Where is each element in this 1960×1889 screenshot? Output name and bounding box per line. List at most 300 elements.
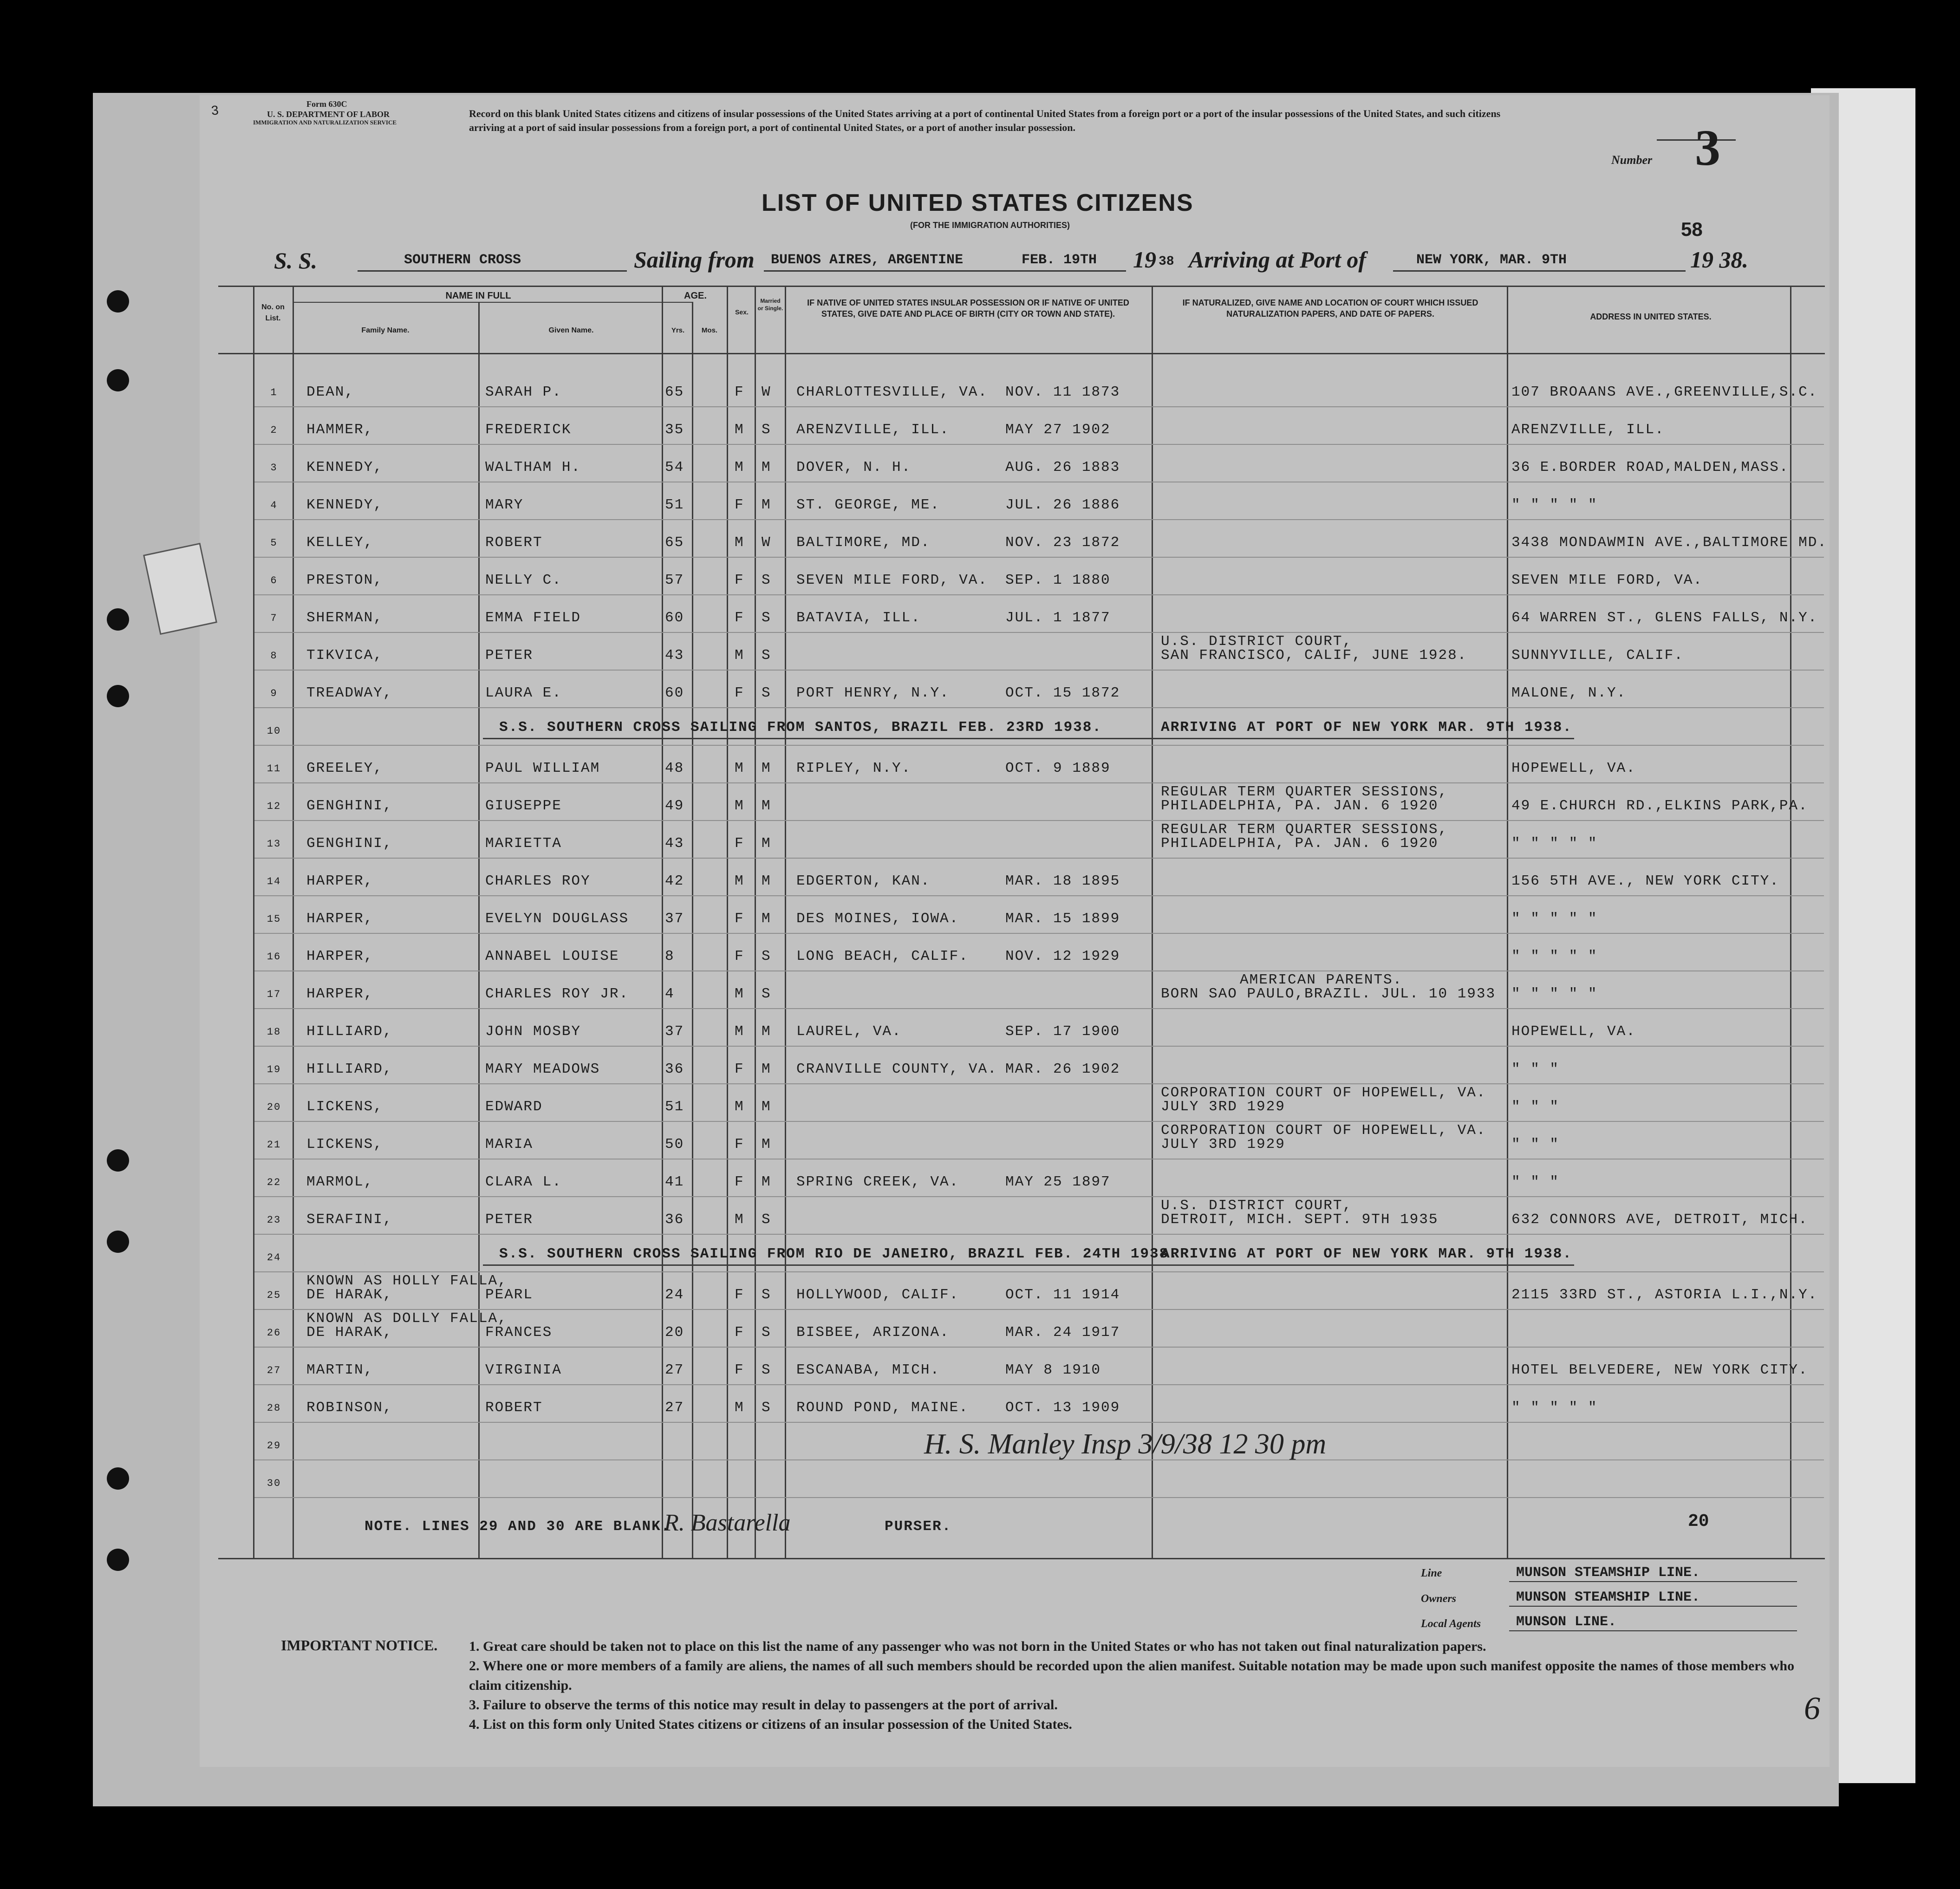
form-panel [200,95,1830,1767]
sex: M [735,1099,744,1115]
marital-status: S [762,1212,771,1228]
address: HOPEWELL, VA. [1511,760,1636,776]
address: " " " " " [1511,1400,1598,1416]
family-name: KENNEDY, [306,459,383,476]
address: 2115 33RD ST., ASTORIA L.I.,N.Y. [1511,1287,1818,1303]
marital-status: S [762,1362,771,1378]
age-years: 8 [665,948,675,964]
row-rule [254,406,1824,407]
birth-place: ROUND POND, MAINE. [796,1400,969,1416]
given-name: SARAH P. [485,384,562,400]
birth-place: BALTIMORE, MD. [796,534,931,551]
row-number: 25 [267,1290,281,1301]
birth-place: ARENZVILLE, ILL. [796,422,950,438]
naturalization-court: REGULAR TERM QUARTER SESSIONS, [1161,784,1448,800]
birth-date: JUL. 1 1877 [1005,610,1111,626]
age-years: 48 [665,760,684,776]
age-years: 4 [665,986,675,1002]
row-number: 22 [267,1177,281,1188]
given-name: PAUL WILLIAM [485,760,600,776]
row-number: 26 [267,1327,281,1339]
row-number: 27 [267,1365,281,1376]
given-name: CLARA L. [485,1174,562,1190]
marital-status: M [762,1174,771,1190]
row-rule [254,782,1824,783]
marital-status: S [762,1287,771,1303]
birth-place: CRANVILLE COUNTY, VA. [796,1061,997,1077]
sex: F [735,835,744,852]
owners-value: MUNSON STEAMSHIP LINE. [1516,1589,1700,1605]
row-number: 10 [267,725,281,737]
marital-status: W [762,534,771,551]
row-rule [254,895,1824,896]
birth-date: NOV. 12 1929 [1005,948,1120,964]
marital-status: M [762,798,771,814]
ss-label: S. S. [274,248,318,274]
address: 49 E.CHURCH RD.,ELKINS PARK,PA. [1511,798,1808,814]
age-years: 37 [665,1023,684,1040]
given-name: MARIETTA [485,835,562,852]
naturalization-date: SAN FRANCISCO, CALIF, JUNE 1928. [1161,647,1467,664]
line-value: MUNSON STEAMSHIP LINE. [1516,1565,1700,1581]
row-rule [254,1196,1824,1197]
row-number: 1 [270,387,278,398]
address: HOPEWELL, VA. [1511,1023,1636,1040]
passenger-count: 20 [1688,1511,1709,1531]
col-address: ADDRESS IN UNITED STATES. [1590,312,1712,321]
age-years: 50 [665,1136,684,1153]
sailing-date: FEB. 19TH [1022,252,1097,268]
address: 36 E.BORDER ROAD,MALDEN,MASS. [1511,459,1789,476]
age-years: 37 [665,911,684,927]
given-name: PEARL [485,1287,534,1303]
col-age: AGE. [684,291,707,301]
punch-hole [107,1467,129,1490]
address: " " " [1511,1174,1560,1190]
family-name: GENGHINI, [306,798,393,814]
owners-label: Owners [1421,1593,1457,1605]
punch-hole [107,1149,129,1172]
age-years: 54 [665,459,684,476]
row-number: 28 [267,1402,281,1414]
family-name: HILLIARD, [306,1023,393,1040]
number-label: Number [1611,153,1653,167]
arriving-label: Arriving at Port of [1189,247,1366,273]
marital-status: M [762,1061,771,1077]
birth-date: OCT. 9 1889 [1005,760,1111,776]
naturalization-date: PHILADELPHIA, PA. JAN. 6 1920 [1161,835,1439,852]
sex: F [735,610,744,626]
notice-2: 2. Where one or more members of a family are aliens, the names of all such members should be recorded upon the alien manifest. Suitable notation may be made upon such manifest opposite the names of those members who claim citizenship. [469,1658,1795,1693]
naturalization-court: AMERICAN PARENTS. [1240,972,1403,988]
sex: M [735,873,744,889]
row-number: 30 [267,1478,281,1489]
age-years: 42 [665,873,684,889]
birth-place: DOVER, N. H. [796,459,912,476]
row-number: 5 [270,537,278,549]
age-years: 51 [665,497,684,513]
row-rule [254,933,1824,934]
birth-date: MAY 25 1897 [1005,1174,1111,1190]
birth-place: SPRING CREEK, VA. [796,1174,959,1190]
row-rule [254,1008,1824,1009]
naturalization-court: U.S. DISTRICT COURT, [1161,633,1353,650]
address: " " " [1511,1061,1560,1077]
given-name: PETER [485,1212,534,1228]
address: " " " " " [1511,911,1598,927]
row-rule [254,1422,1824,1423]
row-rule [254,557,1824,558]
age-years: 49 [665,798,684,814]
birth-date: JUL. 26 1886 [1005,497,1120,513]
address: " " " " " [1511,986,1598,1002]
address: MALONE, N.Y. [1511,685,1627,701]
row-rule [254,1234,1824,1235]
row-rule [254,1271,1824,1272]
given-name: MARY MEADOWS [485,1061,600,1077]
family-name: KENNEDY, [306,497,383,513]
given-name: EMMA FIELD [485,610,581,626]
arrival-year: 19 38. [1690,247,1748,273]
row-rule [254,707,1824,708]
birth-date: OCT. 15 1872 [1005,685,1120,701]
sex: M [735,534,744,551]
row-number: 23 [267,1214,281,1226]
birth-place: SEVEN MILE FORD, VA. [796,572,988,588]
address: " " " " " [1511,835,1598,852]
family-name: MARTIN, [306,1362,374,1378]
sex: M [735,986,744,1002]
naturalization-date: DETROIT, MICH. SEPT. 9TH 1935 [1161,1212,1439,1228]
birth-place: ESCANABA, MICH. [796,1362,940,1378]
address: " " " " " [1511,497,1598,513]
row-number: 6 [270,575,278,586]
punch-hole [107,685,129,707]
family-name: GREELEY, [306,760,383,776]
age-years: 36 [665,1212,684,1228]
family-name: KELLEY, [306,534,374,551]
page-title: LIST OF UNITED STATES CITIZENS [762,189,1194,216]
age-years: 24 [665,1287,684,1303]
footer-note: NOTE. LINES 29 AND 30 ARE BLANK. [365,1518,671,1535]
marital-status: M [762,459,771,476]
naturalization-date: PHILADELPHIA, PA. JAN. 6 1920 [1161,798,1439,814]
given-name: CHARLES ROY JR. [485,986,629,1002]
table-header-rule [218,353,1825,354]
punch-hole [107,369,129,391]
sex: F [735,1287,744,1303]
address: " " " [1511,1099,1560,1115]
given-name: MARIA [485,1136,534,1153]
birth-date: MAY 8 1910 [1005,1362,1101,1378]
address: " " " " " [1511,948,1598,964]
list-number: 3 [1695,119,1720,176]
family-name: DE HARAK, [306,1324,393,1341]
col-yrs: Yrs. [671,326,685,334]
sex: F [735,1324,744,1341]
row-rule [254,670,1824,671]
voyage-leg-separator: S.S. SOUTHERN CROSS SAILING FROM RIO DE JANEIRO, BRAZIL FEB. 24TH 1938. [499,1246,1179,1262]
col-family: Family Name. [361,326,410,334]
birth-date: MAY 27 1902 [1005,422,1111,438]
marital-status: S [762,422,771,438]
row-rule [254,1497,1824,1498]
ship-name: SOUTHERN CROSS [404,252,521,268]
family-name: TIKVICA, [306,647,383,664]
marital-status: S [762,610,771,626]
address: 156 5TH AVE., NEW YORK CITY. [1511,873,1779,889]
birth-place: LONG BEACH, CALIF. [796,948,969,964]
marital-status: S [762,1400,771,1416]
col-married: Married or Single. [757,298,783,312]
notice-4: 4. List on this form only United States citizens or citizens of an insular possession of the United States. [469,1717,1072,1732]
sex: M [735,798,744,814]
family-name: LICKENS, [306,1136,383,1153]
family-name: HARPER, [306,911,374,927]
birth-place: EDGERTON, KAN. [796,873,931,889]
birth-date: MAR. 24 1917 [1005,1324,1120,1341]
sex: F [735,497,744,513]
form-number: Form 630C [306,99,347,109]
given-name: VIRGINIA [485,1362,562,1378]
given-name: PETER [485,647,534,664]
sex: M [735,1023,744,1040]
col-naturalized: IF NATURALIZED, GIVE NAME AND LOCATION OF COURT WHICH ISSUED NATURALIZATION PAPERS, AND DATE OF PAPERS. [1182,298,1478,319]
line-label: Line [1421,1567,1442,1579]
sex: F [735,1061,744,1077]
row-number: 4 [270,500,278,511]
marital-status: M [762,873,771,889]
notice-1: 1. Great care should be taken not to place on this list the name of any passenger who was not born in the United States or who has not taken out final naturalization papers. [469,1639,1486,1654]
birth-date: MAR. 18 1895 [1005,873,1120,889]
sex: M [735,422,744,438]
family-name: TREADWAY, [306,685,393,701]
punch-hole [107,1549,129,1571]
row-number: 9 [270,688,278,699]
sex: F [735,1136,744,1153]
col-no: No. on List. [261,303,285,322]
family-name: DE HARAK, [306,1287,393,1303]
row-number: 20 [267,1101,281,1113]
family-name: HILLIARD, [306,1061,393,1077]
address: SUNNYVILLE, CALIF. [1511,647,1684,664]
sailing-year: 38 [1159,254,1174,269]
sex: F [735,685,744,701]
corner-mark: 3 [210,103,219,118]
address: HOTEL BELVEDERE, NEW YORK CITY. [1511,1362,1808,1378]
given-name: ROBERT [485,1400,543,1416]
age-years: 20 [665,1324,684,1341]
family-name: DEAN, [306,384,355,400]
naturalization-court: CORPORATION COURT OF HOPEWELL, VA. [1161,1122,1486,1139]
birth-date: NOV. 11 1873 [1005,384,1120,400]
row-rule [254,820,1824,821]
col-sex: Sex. [735,308,749,316]
birth-place: RIPLEY, N.Y. [796,760,912,776]
row-number: 12 [267,801,281,812]
col-name: NAME IN FULL [445,291,511,301]
family-name: PRESTON, [306,572,383,588]
page-mark: 58 [1681,218,1703,240]
corner-six: 6 [1804,1691,1820,1726]
birth-date: SEP. 17 1900 [1005,1023,1120,1040]
marital-status: W [762,384,771,400]
sex: F [735,384,744,400]
naturalization-court: U.S. DISTRICT COURT, [1161,1198,1353,1214]
row-rule [254,1046,1824,1047]
row-rule [254,1121,1824,1122]
row-number: 3 [270,462,278,474]
family-name: HARPER, [306,948,374,964]
family-name: HARPER, [306,873,374,889]
marital-status: S [762,948,771,964]
given-name: FREDERICK [485,422,572,438]
sailing-label: Sailing from [634,247,755,273]
notice-3: 3. Failure to observe the terms of this notice may result in delay to passengers at the port of arrival. [469,1697,1058,1713]
address: 64 WARREN ST., GLENS FALLS, N.Y. [1511,610,1818,626]
punch-hole [107,290,129,313]
marital-status: M [762,835,771,852]
marital-status: S [762,647,771,664]
sex: F [735,948,744,964]
sex: M [735,647,744,664]
family-name: ROBINSON, [306,1400,393,1416]
page-subtitle: (FOR THE IMMIGRATION AUTHORITIES) [910,221,1070,230]
birth-place: DES MOINES, IOWA. [796,911,959,927]
given-name: ANNABEL LOUISE [485,948,619,964]
address: 3438 MONDAWMIN AVE.,BALTIMORE MD. [1511,534,1827,551]
row-number: 11 [267,763,281,775]
age-years: 43 [665,647,684,664]
naturalization-court: CORPORATION COURT OF HOPEWELL, VA. [1161,1085,1486,1101]
col-birth: IF NATIVE OF UNITED STATES INSULAR POSSESSION OR IF NATIVE OF UNITED STATES, GIVE DATE AND PLACE OF BIRTH (CITY OR TOWN AND STATE). [807,298,1129,319]
sex: M [735,760,744,776]
given-name: MARY [485,497,524,513]
naturalization-date: JULY 3RD 1929 [1161,1099,1285,1115]
birth-date: OCT. 11 1914 [1005,1287,1120,1303]
family-name: HARPER, [306,986,374,1002]
row-number: 2 [270,424,278,436]
birth-date: MAR. 15 1899 [1005,911,1120,927]
birth-date: AUG. 26 1883 [1005,459,1120,476]
family-name: MARMOL, [306,1174,374,1190]
given-name: ROBERT [485,534,543,551]
address: ARENZVILLE, ILL. [1511,422,1665,438]
age-years: 43 [665,835,684,852]
given-name: FRANCES [485,1324,553,1341]
birth-place: ST. GEORGE, ME. [796,497,940,513]
marital-status: M [762,1023,771,1040]
birth-place: BISBEE, ARIZONA. [796,1324,950,1341]
birth-date: NOV. 23 1872 [1005,534,1120,551]
address: SEVEN MILE FORD, VA. [1511,572,1703,588]
intro-text: Record on this blank United States citizens and citizens of insular possessions of the United States arriving at a port of continental United States from a foreign port or a port of the insular possessions of the United States, and such citizens arriving at a port of said insular possessions from a foreign port, a port of continental United States, or a port of another insular possession. [469,108,1501,133]
family-name: HAMMER, [306,422,374,438]
service: IMMIGRATION AND NATURALIZATION SERVICE [253,119,397,126]
sex: M [735,459,744,476]
row-rule [254,1083,1824,1084]
row-number: 21 [267,1139,281,1151]
age-years: 41 [665,1174,684,1190]
sex: F [735,1362,744,1378]
department: U. S. DEPARTMENT OF LABOR [267,110,390,119]
given-name: NELLY C. [485,572,562,588]
birth-date: OCT. 13 1909 [1005,1400,1120,1416]
arrival-port: NEW YORK, MAR. 9TH [1416,252,1567,268]
age-years: 60 [665,610,684,626]
table-bottom-rule [218,1558,1825,1559]
sailing-from: BUENOS AIRES, ARGENTINE [771,252,964,268]
row-rule [254,745,1824,746]
sex: F [735,911,744,927]
row-number: 17 [267,989,281,1000]
age-years: 65 [665,534,684,551]
row-number: 7 [270,612,278,624]
punch-hole [107,1231,129,1253]
separator-underline [483,1264,1574,1266]
agents-value: MUNSON LINE. [1516,1614,1617,1630]
row-number: 24 [267,1252,281,1264]
age-years: 27 [665,1362,684,1378]
birth-place: HOLLYWOOD, CALIF. [796,1287,959,1303]
sex: M [735,1212,744,1228]
family-name: SERAFINI, [306,1212,393,1228]
marital-status: S [762,986,771,1002]
col-mos: Mos. [701,326,718,334]
address: " " " [1511,1136,1560,1153]
row-number: 13 [267,838,281,850]
voyage-leg-arrival: ARRIVING AT PORT OF NEW YORK MAR. 9TH 1938. [1161,1246,1572,1262]
given-name: EVELYN DOUGLASS [485,911,629,927]
row-rule [254,1309,1824,1310]
age-years: 27 [665,1400,684,1416]
given-name: GIUSEPPE [485,798,562,814]
given-name: CHARLES ROY [485,873,591,889]
age-years: 35 [665,422,684,438]
table-top-rule [218,286,1825,287]
notice-title: IMPORTANT NOTICE. [281,1637,438,1654]
marital-status: M [762,1136,771,1153]
row-number: 16 [267,951,281,963]
inspector-signature: H. S. Manley Insp 3/9/38 12 30 pm [924,1428,1327,1460]
sex: F [735,1174,744,1190]
separator-underline [483,738,1574,739]
row-rule [254,1384,1824,1385]
marital-status: M [762,497,771,513]
voyage-leg-separator: S.S. SOUTHERN CROSS SAILING FROM SANTOS, BRAZIL FEB. 23RD 1938. [499,719,1102,736]
row-rule [254,519,1824,520]
given-name: LAURA E. [485,685,562,701]
family-name: SHERMAN, [306,610,383,626]
given-name: JOHN MOSBY [485,1023,581,1040]
sex: M [735,1400,744,1416]
marital-status: S [762,1324,771,1341]
row-number: 18 [267,1026,281,1038]
marital-status: S [762,572,771,588]
age-years: 57 [665,572,684,588]
row-rule [254,632,1824,633]
naturalization-date: JULY 3RD 1929 [1161,1136,1285,1153]
naturalization-court: REGULAR TERM QUARTER SESSIONS, [1161,821,1448,838]
age-years: 51 [665,1099,684,1115]
age-years: 36 [665,1061,684,1077]
row-number: 29 [267,1440,281,1452]
birth-place: LAUREL, VA. [796,1023,902,1040]
birth-place: PORT HENRY, N.Y. [796,685,950,701]
row-rule [254,1347,1824,1348]
naturalization-date: BORN SAO PAULO,BRAZIL. JUL. 10 1933 [1161,986,1496,1002]
purser-label: PURSER. [885,1518,952,1535]
